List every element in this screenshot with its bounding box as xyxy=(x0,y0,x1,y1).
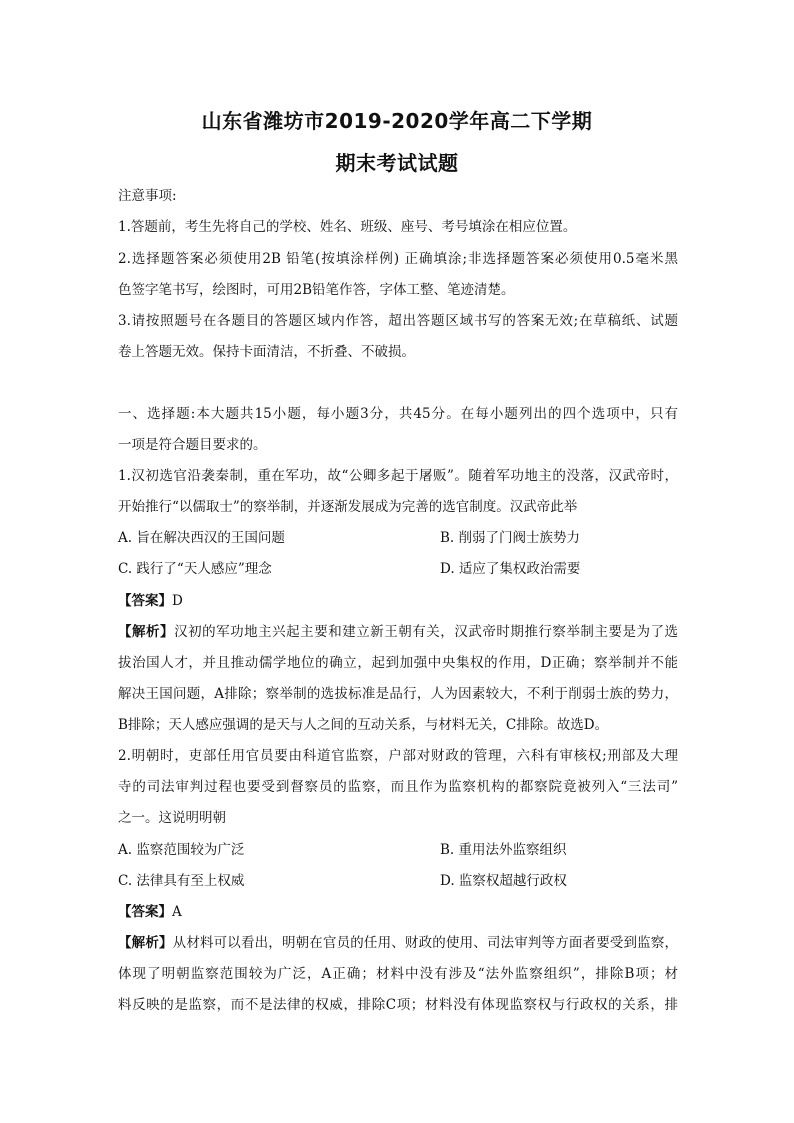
q1-stem-line-1: 1.汉初选官沿袭秦制，重在军功，故“公卿多起于屠贩”。随着军功地主的没落，汉武帝时， xyxy=(118,468,678,484)
section-heading-line-2: 一项是符合题目要求的。 xyxy=(118,437,267,453)
analysis-text: 汉初的军功地主兴起主要和建立新王朝有关，汉武帝时期推行察举制主要是为了选 xyxy=(174,624,679,640)
q1-analysis-line-3: 解决王国问题，A排除；察举制的选拔标准是品行，人为因素较大，不利于削弱士族的势力， xyxy=(118,686,678,702)
q1-option-d: D. 适应了集权政治需要 xyxy=(440,561,581,577)
q1-answer xyxy=(118,592,678,610)
answer-value: A xyxy=(172,904,182,920)
q1-analysis-line-4: B排除；天人感应强调的是天与人之间的互动关系，与材料无关，C排除。故选D。 xyxy=(118,717,609,733)
q1-analysis-line-1 xyxy=(118,623,678,641)
analysis-text: 从材料可以看出，明朝在官员的任用、财政的使用、司法审判等方面者要受到监察， xyxy=(172,935,679,951)
note-2-line-2: 色签字笔书写，绘图时，可用2B铅笔作答，字体工整、笔迹清楚。 xyxy=(118,282,515,298)
q1-option-a: A. 旨在解决西汉的王国问题 xyxy=(118,530,285,546)
q2-analysis-line-3: 料反映的是监察，而不是法律的权威，排除C项；材料没有体现监察权与行政权的关系，排 xyxy=(118,997,678,1013)
q2-option-b: B. 重用法外监察组织 xyxy=(440,842,567,858)
analysis-tag: 【解析】 xyxy=(118,624,175,640)
q2-analysis-line-1 xyxy=(118,934,678,952)
exam-title: 山东省潍坊市2019-2020学年高二下学期 xyxy=(201,109,593,133)
note-3-line-2: 卷上答题无效。保持卡面清洁，不折叠、不破损。 xyxy=(118,344,415,360)
q2-stem-line-1: 2.明朝时，吏部任用官员要由科道官监察，户部对财政的管理，六科有审核权;刑部及大理 xyxy=(118,748,678,764)
analysis-tag: 【解析】 xyxy=(118,935,173,951)
q1-analysis-line-2: 拔治国人才，并且推动儒学地位的确立，起到加强中央集权的作用，D正确；察举制并不能 xyxy=(118,655,678,671)
q1-option-b: B. 削弱了门阀士族势力 xyxy=(440,530,581,546)
answer-tag: 【答案】 xyxy=(118,593,172,609)
q2-option-c: C. 法律具有至上权威 xyxy=(118,873,245,889)
q2-option-a: A. 监察范围较为广泛 xyxy=(118,842,245,858)
notes-header: 注意事项: xyxy=(118,188,177,204)
q2-stem-line-3: 之一。这说明明朝 xyxy=(118,810,226,826)
answer-value: D xyxy=(172,593,183,609)
q2-answer xyxy=(118,903,678,921)
q2-analysis-line-2: 体现了明朝监察范围较为广泛，A正确；材料中没有涉及“法外监察组织”，排除B项；材 xyxy=(118,966,678,982)
section-heading-line-1: 一、选择题:本大题共15小题，每小题3分，共45分。在每小题列出的四个选项中，只有 xyxy=(118,406,678,422)
note-2-line-1: 2.选择题答案必须使用2B 铅笔(按填涂样例) 正确填涂;非选择题答案必须使用0.5毫米黑 xyxy=(118,251,678,267)
q2-option-d: D. 监察权超越行政权 xyxy=(440,873,567,889)
note-1: 1.答题前，考生先将自己的学校、姓名、班级、座号、考号填涂在相应位置。 xyxy=(118,219,577,235)
q1-stem-line-2: 开始推行“以儒取士”的察举制，并逐渐发展成为完善的选官制度。汉武帝此举 xyxy=(118,499,578,515)
note-3-line-1: 3.请按照题号在各题目的答题区域内作答，超出答题区域书写的答案无效;在草稿纸、试题 xyxy=(118,313,678,329)
exam-subtitle: 期末考试试题 xyxy=(335,151,459,175)
q2-stem-line-2: 寺的司法审判过程也要受到督察员的监察，而且作为监察机构的都察院竟被列入“三法司” xyxy=(118,779,678,795)
answer-tag: 【答案】 xyxy=(118,904,172,920)
q1-option-c: C. 践行了“天人感应”理念 xyxy=(118,561,272,577)
